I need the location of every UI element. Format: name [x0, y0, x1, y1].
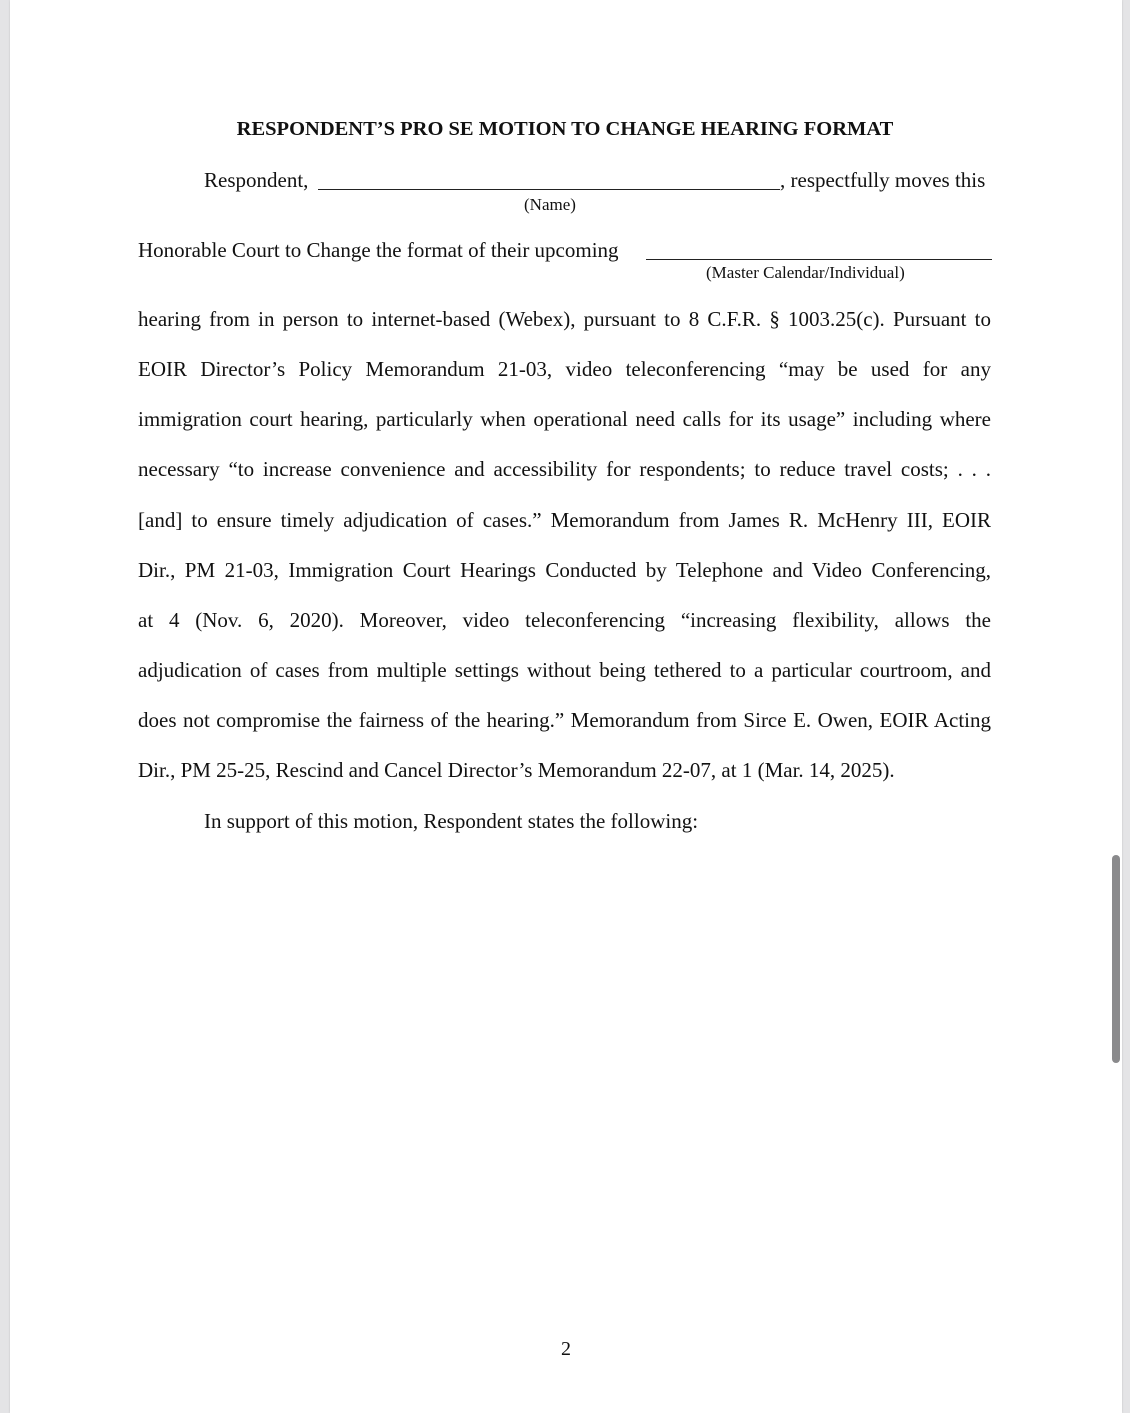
hearing-type-blank-line[interactable]: [646, 259, 992, 260]
hearing-type-caption: (Master Calendar/Individual): [706, 263, 905, 282]
name-blank-line[interactable]: [318, 189, 780, 190]
body-line: Dir., PM 21-03, Immigration Court Hearings Conducted by Telephone and Video Conferencing,: [138, 558, 991, 582]
vertical-scrollbar-thumb[interactable]: [1112, 855, 1120, 1063]
body-line: Dir., PM 25-25, Rescind and Cancel Director’s Memorandum 22-07, at 1 (Mar. 14, 2025).: [138, 758, 895, 782]
respectfully-moves-text: , respectfully moves this: [780, 168, 986, 192]
support-statement: In support of this motion, Respondent states the following:: [204, 809, 699, 833]
body-line: immigration court hearing, particularly when operational need calls for its usage” including where: [138, 407, 991, 431]
honorable-court-text: Honorable Court to Change the format of their upcoming: [138, 238, 619, 262]
body-line: EOIR Director’s Policy Memorandum 21-03, video teleconferencing “may be used for any: [138, 357, 991, 381]
name-caption: (Name): [524, 195, 576, 214]
body-line: necessary “to increase convenience and accessibility for respondents; to reduce travel costs; . . .: [138, 457, 991, 481]
respondent-label: Respondent,: [204, 168, 309, 192]
body-line: at 4 (Nov. 6, 2020). Moreover, video teleconferencing “increasing flexibility, allows the: [138, 608, 991, 632]
body-line: adjudication of cases from multiple settings without being tethered to a particular courtroom, and: [138, 658, 991, 682]
body-line: hearing from in person to internet-based (Webex), pursuant to 8 C.F.R. § 1003.25(c). Pursuant to: [138, 307, 991, 331]
document-title: RESPONDENT’S PRO SE MOTION TO CHANGE HEARING FORMAT: [236, 118, 894, 140]
body-line: does not compromise the fairness of the hearing.” Memorandum from Sirce E. Owen, EOIR Acting: [138, 708, 991, 732]
document-page: [10, 0, 1122, 1413]
body-line: [and] to ensure timely adjudication of cases.” Memorandum from James R. McHenry III, EOIR: [138, 508, 991, 532]
page-number: 2: [561, 1338, 571, 1360]
